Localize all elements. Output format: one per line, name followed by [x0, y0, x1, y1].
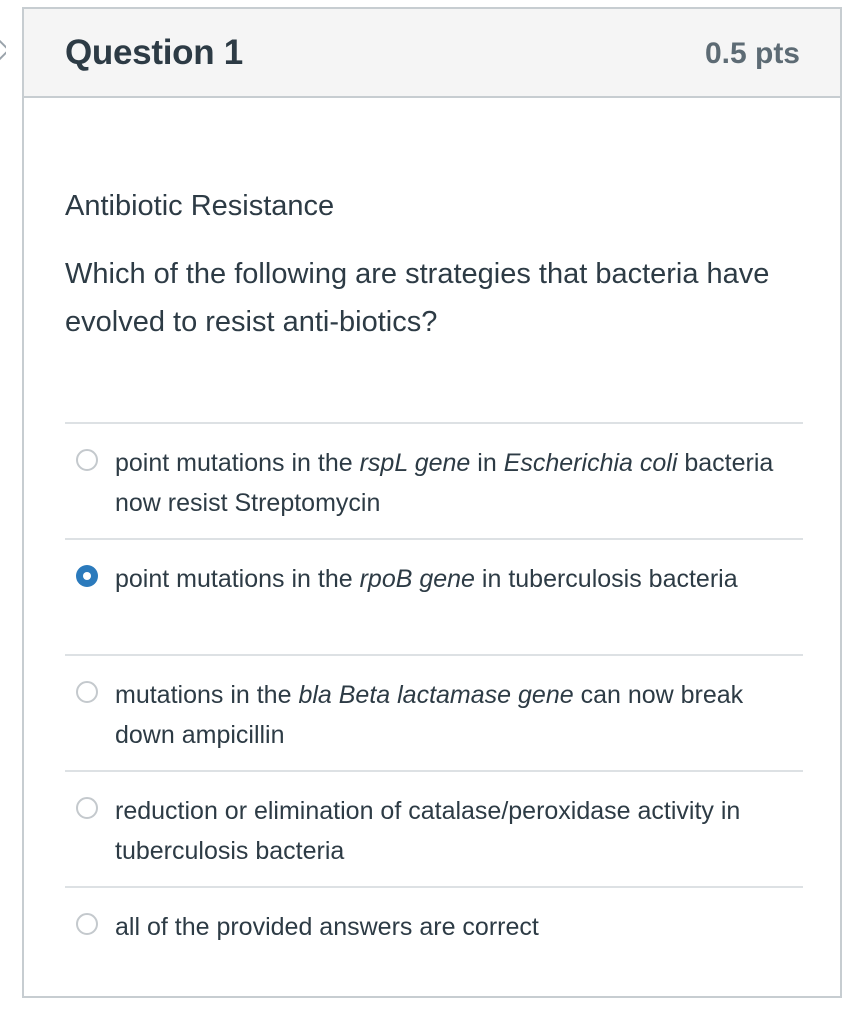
answer-label-text: reduction or elimination of catalase/peroxidase activity in tuberculosis bacteria — [115, 797, 741, 865]
answer-label-italic: rspL gene — [359, 449, 471, 477]
previous-question-arrow-icon[interactable] — [0, 38, 6, 62]
answer-label-italic: rpoB gene — [359, 565, 475, 593]
answer-option[interactable] — [65, 422, 803, 538]
answer-label — [115, 559, 805, 599]
question-subject: Antibiotic Resistance — [65, 190, 335, 222]
answer-label-italic: bla Beta lactamase gene — [298, 681, 574, 709]
radio-unselected-icon[interactable] — [76, 797, 98, 819]
answer-option[interactable] — [65, 886, 803, 1002]
answer-option[interactable] — [65, 654, 803, 770]
question-header — [24, 9, 840, 98]
answer-label — [115, 907, 805, 947]
radio-unselected-icon[interactable] — [76, 681, 98, 703]
answer-label — [115, 675, 805, 755]
answer-label-text: mutations in the — [115, 681, 299, 709]
answer-label-text: can now break down ampicillin — [115, 681, 744, 749]
answer-label-text: all of the provided answers are correct — [115, 913, 539, 941]
question-title: Question 1 — [65, 33, 243, 72]
answer-option[interactable] — [65, 538, 803, 654]
radio-unselected-icon[interactable] — [76, 449, 98, 471]
answer-label — [115, 791, 805, 871]
question-text: Which of the following are strategies that bacteria have evolved to resist anti-biotics? — [65, 258, 770, 338]
radio-selected-icon[interactable] — [76, 565, 98, 587]
answer-label-text: point mutations in the — [115, 449, 360, 477]
question-body — [65, 187, 805, 346]
answer-label-text: in tuberculosis bacteria — [474, 565, 738, 593]
radio-unselected-icon[interactable] — [76, 913, 98, 935]
question-card — [22, 7, 842, 998]
answer-list — [65, 422, 803, 1002]
answer-option[interactable] — [65, 770, 803, 886]
answer-label-text: point mutations in the — [115, 565, 360, 593]
answer-label-text: bacteria now resist Streptomycin — [115, 449, 774, 517]
answer-label — [115, 443, 805, 523]
question-points: 0.5 pts — [704, 37, 800, 70]
answer-label-italic: Escherichia coli — [503, 449, 678, 477]
answer-label-text: in — [470, 449, 504, 477]
